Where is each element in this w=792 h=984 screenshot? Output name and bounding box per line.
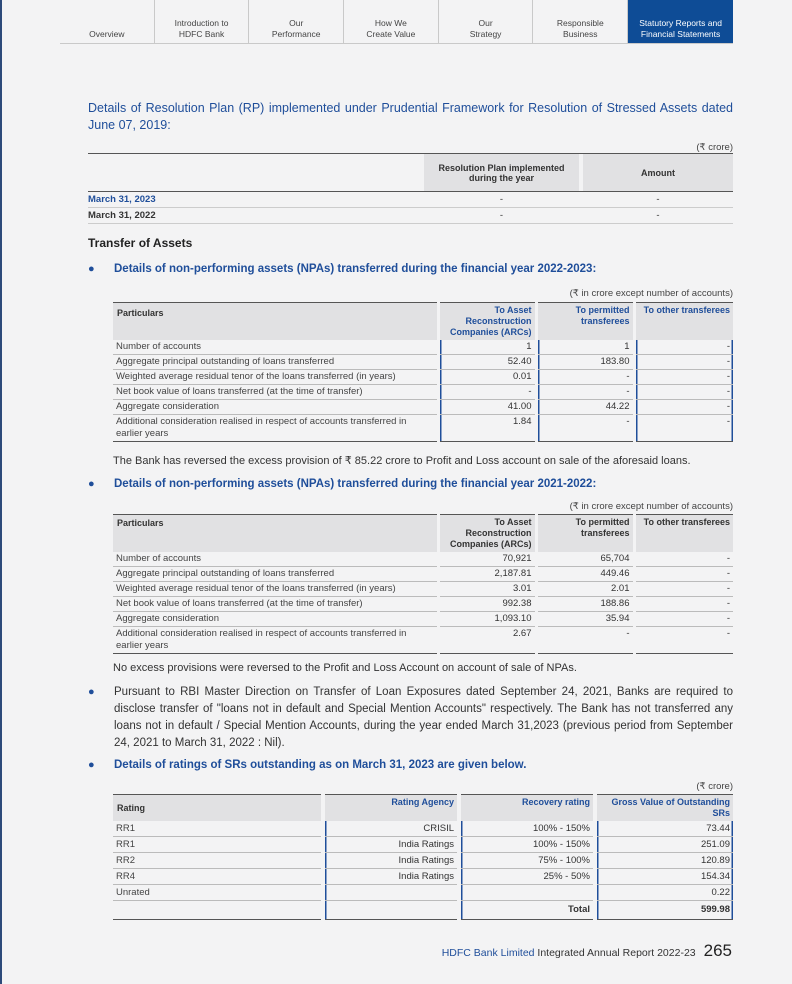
page-edge-rule <box>0 0 2 984</box>
npa-2022-unit: (₹ in crore except number of accounts) <box>569 501 733 512</box>
table-row <box>113 355 733 370</box>
other-cell: - <box>634 415 733 442</box>
table-row <box>113 340 733 355</box>
gross-cell: 154.34 <box>595 869 733 885</box>
total-value: 599.98 <box>595 901 733 920</box>
bullet-icon: ● <box>88 759 95 771</box>
table-row <box>113 582 733 597</box>
agency-cell: India Ratings <box>323 869 459 885</box>
permitted-header: To permitted transferees <box>536 515 634 553</box>
rp-title: Details of Resolution Plan (RP) implemented under Prudential Framework for Resolution of Stressed Assets dated June 07, 2019: <box>88 101 733 132</box>
particulars-cell: Weighted average residual tenor of the loans transferred (in years) <box>113 582 438 597</box>
other-cell: - <box>634 597 733 612</box>
arc-cell: 2.67 <box>438 627 536 654</box>
recovery-cell: 75% - 100% <box>459 853 595 869</box>
particulars-header: Particulars <box>113 303 438 341</box>
other-cell: - <box>634 370 733 385</box>
recovery-cell: 25% - 50% <box>459 869 595 885</box>
npa-2023-table <box>113 302 733 442</box>
rp-row-value: - <box>583 208 733 224</box>
nav-create-value[interactable]: How We Create Value <box>344 0 439 43</box>
particulars-cell: Aggregate consideration <box>113 400 438 415</box>
table-row <box>88 208 733 224</box>
particulars-cell: Weighted average residual tenor of the loans transferred (in years) <box>113 370 438 385</box>
particulars-cell: Aggregate principal outstanding of loans transferred <box>113 567 438 582</box>
nav-statutory-reports[interactable]: Statutory Reports and Financial Statements <box>628 0 733 43</box>
rating-header: Rating <box>113 795 323 822</box>
rp-col2-header: Amount <box>583 154 733 192</box>
permitted-cell: - <box>536 415 634 442</box>
rating-cell: RR2 <box>113 853 323 869</box>
particulars-cell: Net book value of loans transferred (at the time of transfer) <box>113 597 438 612</box>
table-row <box>113 837 733 853</box>
transfer-heading: Transfer of Assets <box>88 236 193 250</box>
arc-cell: 1 <box>438 340 536 355</box>
npa-2023-unit: (₹ in crore except number of accounts) <box>569 288 733 299</box>
gross-cell: 73.44 <box>595 821 733 837</box>
nav-strategy[interactable]: Our Strategy <box>439 0 534 43</box>
arc-cell: 992.38 <box>438 597 536 612</box>
rating-cell: Unrated <box>113 885 323 901</box>
recovery-header: Recovery rating <box>459 795 595 822</box>
particulars-cell: Net book value of loans transferred (at the time of transfer) <box>113 385 438 400</box>
bullet-npa-2022: ● Details of non-performing assets (NPAs) transferred during the financial year 2021-2022: <box>88 476 733 493</box>
particulars-cell: Aggregate consideration <box>113 612 438 627</box>
permitted-cell: - <box>536 385 634 400</box>
arc-cell: - <box>438 385 536 400</box>
particulars-cell: Additional consideration realised in respect of accounts transferred in earlier years <box>113 415 438 442</box>
rp-row-label: March 31, 2023 <box>88 192 424 208</box>
permitted-cell: - <box>536 370 634 385</box>
gross-cell: 120.89 <box>595 853 733 869</box>
gross-cell: 0.22 <box>595 885 733 901</box>
rp-row-value: - <box>424 192 579 208</box>
table-row <box>113 567 733 582</box>
arc-cell: 1.84 <box>438 415 536 442</box>
permitted-cell: - <box>536 627 634 654</box>
particulars-header: Particulars <box>113 515 438 553</box>
rating-cell: RR1 <box>113 821 323 837</box>
recovery-cell: 100% - 150% <box>459 821 595 837</box>
arc-header: To Asset Reconstruction Companies (ARCs) <box>438 303 536 341</box>
agency-cell: India Ratings <box>323 853 459 869</box>
nav-responsible-business[interactable]: Responsible Business <box>533 0 628 43</box>
agency-cell: India Ratings <box>323 837 459 853</box>
permitted-cell: 2.01 <box>536 582 634 597</box>
table-row <box>113 597 733 612</box>
arc-cell: 70,921 <box>438 552 536 567</box>
other-cell: - <box>634 582 733 597</box>
permitted-cell: 183.80 <box>536 355 634 370</box>
agency-cell <box>323 885 459 901</box>
bullet-icon: ● <box>88 686 95 698</box>
arc-cell: 52.40 <box>438 355 536 370</box>
page-footer <box>442 941 732 961</box>
footer-brand: HDFC Bank Limited <box>441 947 535 959</box>
arc-cell: 41.00 <box>438 400 536 415</box>
rp-row-label: March 31, 2022 <box>88 208 424 224</box>
rp-row-value: - <box>424 208 579 224</box>
rp-col1-header: Resolution Plan implemented during the year <box>424 154 579 192</box>
particulars-cell: Number of accounts <box>113 552 438 567</box>
ratings-table <box>113 794 733 920</box>
particulars-cell: Additional consideration realised in respect of accounts transferred in earlier years <box>113 627 438 654</box>
table-row <box>113 853 733 869</box>
page-number: 265 <box>703 941 732 960</box>
bullet-npa-2023: ● Details of non-performing assets (NPAs) transferred during the financial year 2022-2023: <box>88 261 733 278</box>
permitted-cell: 449.46 <box>536 567 634 582</box>
nav-introduction[interactable]: Introduction to HDFC Bank <box>155 0 250 43</box>
other-cell: - <box>634 612 733 627</box>
footer-report: Integrated Annual Report 2022-23 <box>537 947 696 959</box>
other-cell: - <box>634 627 733 654</box>
particulars-cell: Aggregate principal outstanding of loans transferred <box>113 355 438 370</box>
permitted-cell: 65,704 <box>536 552 634 567</box>
other-cell: - <box>634 400 733 415</box>
arc-cell: 0.01 <box>438 370 536 385</box>
rp-row-value: - <box>583 192 733 208</box>
gross-header: Gross Value of Outstanding SRs <box>595 795 733 822</box>
nav-performance[interactable]: Our Performance <box>249 0 344 43</box>
arc-cell: 3.01 <box>438 582 536 597</box>
table-row <box>113 415 733 442</box>
note-2022: No excess provisions were reversed to the Profit and Loss Account on account of sale of NPAs. <box>113 662 577 674</box>
rating-cell: RR1 <box>113 837 323 853</box>
other-cell: - <box>634 567 733 582</box>
agency-cell: CRISIL <box>323 821 459 837</box>
table-row <box>113 821 733 837</box>
table-row <box>113 612 733 627</box>
table-row <box>113 627 733 654</box>
note-2023: The Bank has reversed the excess provision of ₹ 85.22 crore to Profit and Loss account on sale of the aforesaid loans. <box>113 455 691 467</box>
arc-cell: 1,093.10 <box>438 612 536 627</box>
other-cell: - <box>634 385 733 400</box>
table-row <box>88 192 733 208</box>
bullet-loan-exposures: ● Pursuant to RBI Master Direction on Transfer of Loan Exposures dated September 24, 2021, Banks are required to disclose transfer of "loans not in default and Special Mention Accounts" respectively. The Bank has not transferred any loans not in default / Special Mention Accounts, during the year ended March 31,2023 (previous period from September 24, 2021 to March 31, 2022 : Nil). <box>88 686 733 749</box>
empty-cell <box>113 901 323 920</box>
table-row <box>113 869 733 885</box>
total-label: Total <box>459 901 595 920</box>
rating-cell: RR4 <box>113 869 323 885</box>
permitted-cell: 44.22 <box>536 400 634 415</box>
total-row <box>113 901 733 920</box>
other-cell: - <box>634 340 733 355</box>
particulars-cell: Number of accounts <box>113 340 438 355</box>
agency-header: Rating Agency <box>323 795 459 822</box>
gross-cell: 251.09 <box>595 837 733 853</box>
bullet-sr-ratings: ● Details of ratings of SRs outstanding as on March 31, 2023 are given below. <box>88 757 733 774</box>
recovery-cell: 100% - 150% <box>459 837 595 853</box>
npa-2022-table <box>113 514 733 654</box>
section-nav <box>60 0 733 44</box>
other-cell: - <box>634 552 733 567</box>
permitted-header: To permitted transferees <box>536 303 634 341</box>
arc-cell: 2,187.81 <box>438 567 536 582</box>
other-header: To other transferees <box>634 515 733 553</box>
rp-table <box>88 153 733 224</box>
nav-overview[interactable]: Overview <box>60 0 155 43</box>
table-row <box>113 385 733 400</box>
table-row <box>113 885 733 901</box>
table-row <box>113 552 733 567</box>
ratings-unit: (₹ crore) <box>696 781 733 792</box>
empty-cell <box>323 901 459 920</box>
other-header: To other transferees <box>634 303 733 341</box>
permitted-cell: 1 <box>536 340 634 355</box>
permitted-cell: 188.86 <box>536 597 634 612</box>
recovery-cell <box>459 885 595 901</box>
bullet-icon: ● <box>88 478 95 490</box>
other-cell: - <box>634 355 733 370</box>
arc-header: To Asset Reconstruction Companies (ARCs) <box>438 515 536 553</box>
permitted-cell: 35.94 <box>536 612 634 627</box>
bullet-icon: ● <box>88 263 95 275</box>
table-row <box>113 370 733 385</box>
rp-unit: (₹ crore) <box>696 142 733 153</box>
table-row <box>113 400 733 415</box>
